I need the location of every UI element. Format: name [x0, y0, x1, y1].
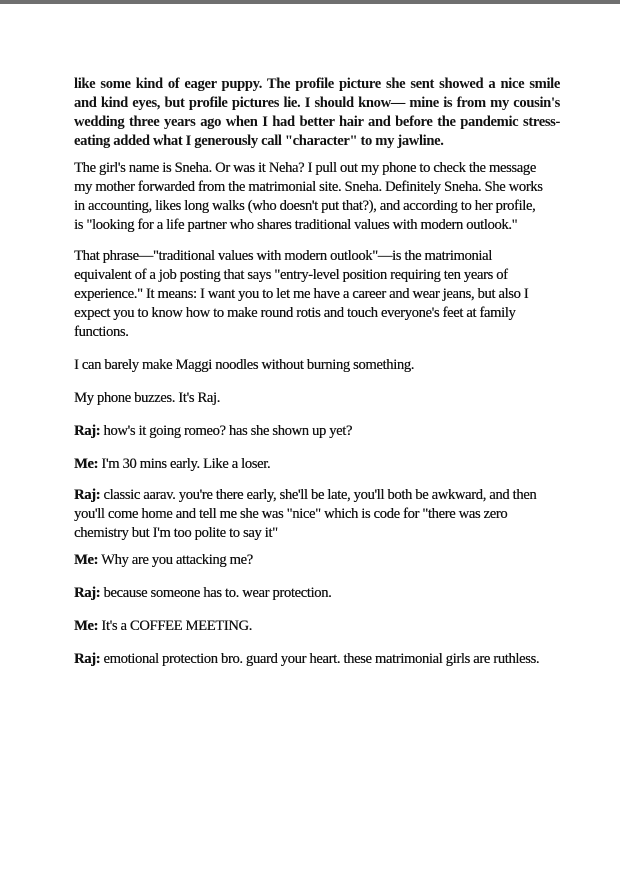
document-page — [74, 75, 560, 669]
chat-message: classic aarav. you're there early, she'll be late, you'll both be awkward, and then you'll come home and tell me she was "nice" which is code for "there was zero chemistry but I'm too polite to say it" — [74, 487, 537, 541]
chat-line — [74, 551, 560, 570]
chat-message: It's a COFFEE MEETING. — [98, 618, 252, 634]
chat-line — [74, 486, 544, 543]
chat-line — [74, 617, 560, 636]
chat-message: Why are you attacking me? — [98, 552, 253, 568]
chat-speaker: Me: — [74, 456, 99, 472]
paragraph-sneha: The girl's name is Sneha. Or was it Neha? I pull out my phone to check the message my mother forwarded from the matrimonial site. Sneha. Definitely Sneha. She works in accounting, likes long walks (who doesn't put that?), and according to her profile, is "looking for a life partner who shares traditional values with modern outlook." — [74, 160, 543, 233]
chat-message: because someone has to. wear protection. — [100, 585, 332, 601]
chat-message: I'm 30 mins early. Like a loser. — [98, 456, 271, 472]
chat-speaker: Me: — [74, 618, 99, 634]
chat-message: emotional protection bro. guard your heart. these matrimonial girls are ruthless. — [100, 651, 540, 667]
chat-line — [74, 650, 544, 669]
chat-speaker: Raj: — [74, 423, 101, 439]
chat-speaker: Raj: — [74, 487, 101, 503]
chat-line — [74, 455, 560, 474]
paragraph-phone-buzz: My phone buzzes. It's Raj. — [74, 390, 220, 406]
chat-speaker: Raj: — [74, 585, 101, 601]
chat-line — [74, 584, 560, 603]
chat-speaker: Raj: — [74, 651, 101, 667]
paragraph-maggi: I can barely make Maggi noodles without burning something. — [74, 357, 415, 373]
paragraph-opening: like some kind of eager puppy. The profile picture she sent showed a nice smile and kind eyes, but profile pictures lie. I should know— mine is from my cousin's wedding three years ago when I had better hair and before the pandemic stress-eating added what I generously call "character" to my jawline. — [74, 76, 560, 149]
chat-message: how's it going romeo? has she shown up yet? — [100, 423, 353, 439]
viewer-top-edge — [0, 0, 620, 4]
chat-speaker: Me: — [74, 552, 99, 568]
paragraph-traditional-values: That phrase—"traditional values with modern outlook"—is the matrimonial equivalent of a job posting that says "entry-level position requiring ten years of experience." It means: I want you to let me have a career and wear jeans, but also I expect you to know how to make round rotis and touch everyone's feet at family functions. — [74, 248, 529, 340]
chat-line — [74, 422, 560, 441]
